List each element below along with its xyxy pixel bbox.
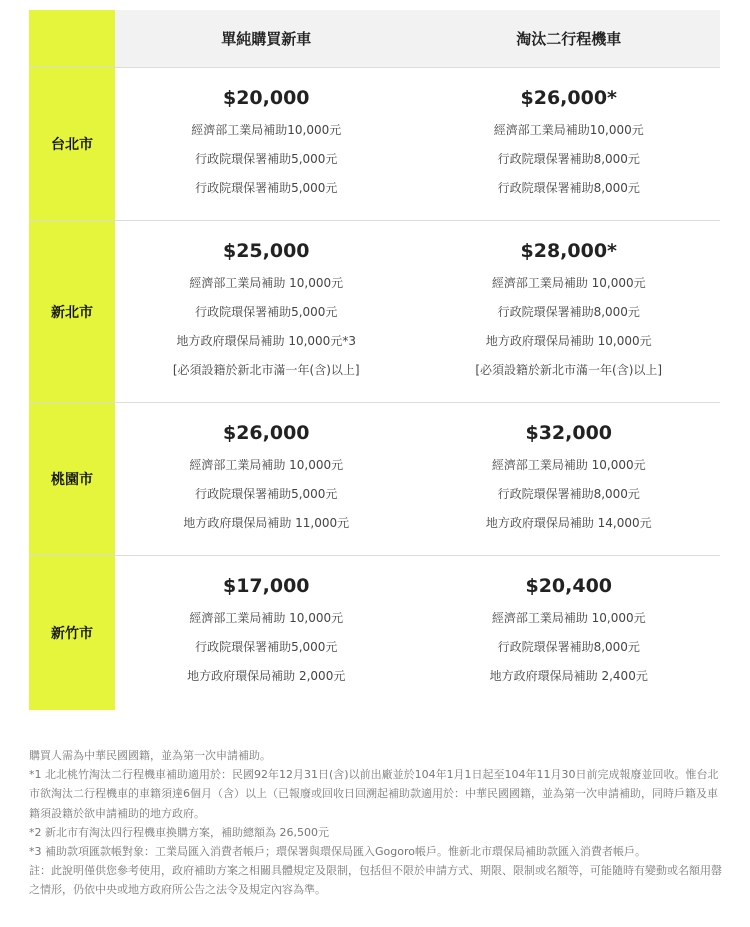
city-label: 台北市	[29, 68, 115, 220]
subsidy-line: 地方政府環保局補助 2,400元	[489, 669, 648, 683]
header-replace-two-stroke: 淘汰二行程機車	[418, 10, 721, 67]
city-label: 新北市	[29, 221, 115, 402]
table-row	[29, 403, 720, 556]
header-new-purchase: 單純購買新車	[115, 10, 418, 67]
subsidy-line: 行政院環保署補助5,000元	[195, 181, 338, 195]
subsidy-amount: $32,000	[525, 422, 613, 444]
subsidy-amount: $20,000	[222, 87, 310, 109]
city-label: 桃園市	[29, 403, 115, 555]
subsidy-line: 行政院環保署補助8,000元	[497, 152, 640, 166]
footnotes	[29, 746, 724, 900]
table-row	[29, 68, 720, 221]
subsidy-line: 經濟部工業局補助 10,000元	[189, 611, 344, 625]
subsidy-line: 地方政府環保局補助 10,000元*3	[176, 334, 356, 348]
subsidy-line: 行政院環保署補助5,000元	[195, 487, 338, 501]
new-purchase-cell	[115, 403, 418, 555]
subsidy-line: [必須設籍於新北市滿一年(含)以上]	[172, 363, 360, 377]
subsidy-line: 經濟部工業局補助 10,000元	[491, 458, 646, 472]
subsidy-line: 行政院環保署補助8,000元	[497, 181, 640, 195]
subsidy-line: 地方政府環保局補助 11,000元	[183, 516, 350, 530]
subsidy-line: 行政院環保署補助8,000元	[497, 305, 640, 319]
subsidy-line: 經濟部工業局補助 10,000元	[189, 458, 344, 472]
note-1: *1 北北桃竹淘汰二行程機車補助適用於：民國92年12月31日(含)以前出廠並於104年1月1日起至104年11月30日前完成報廢並回收。惟台北市欲淘汰二行程機車的車籍須達6個月（含）以上（已報廢或回收日回溯起補助款適用於：中華民國國籍，並為第一次申請補助，同時戶籍及車籍須設籍於欲申請補助的地方政府。	[29, 768, 719, 820]
replace-two-stroke-cell	[418, 403, 721, 555]
subsidy-line: 經濟部工業局補助10,000元	[191, 123, 342, 137]
subsidy-amount: $28,000*	[520, 240, 617, 262]
subsidy-line: 行政院環保署補助5,000元	[195, 640, 338, 654]
subsidy-amount: $20,400	[525, 575, 613, 597]
table-header	[29, 10, 720, 68]
header-corner	[29, 10, 115, 67]
city-label: 新竹市	[29, 556, 115, 710]
subsidy-line: 地方政府環保局補助 2,000元	[187, 669, 346, 683]
subsidy-line: 經濟部工業局補助 10,000元	[491, 611, 646, 625]
note-disclaimer: 註：此說明僅供您參考使用，政府補助方案之相關具體規定及限制，包括但不限於申請方式、期限、限制或名額等，可能隨時有變動或名額用罄之情形，仍依中央或地方政府所公告之法令及規定內容為準。	[29, 864, 722, 897]
table-row	[29, 556, 720, 710]
subsidy-line: 經濟部工業局補助10,000元	[493, 123, 644, 137]
subsidy-amount: $17,000	[222, 575, 310, 597]
new-purchase-cell	[115, 68, 418, 220]
note-3: *3 補助款項匯款帳對象：工業局匯入消費者帳戶；環保署與環保局匯入Gogoro帳戶。惟新北市環保局補助款匯入消費者帳戶。	[29, 845, 646, 859]
subsidy-line: 行政院環保署補助5,000元	[195, 152, 338, 166]
subsidy-line: 地方政府環保局補助 10,000元	[485, 334, 652, 348]
subsidy-line: 經濟部工業局補助 10,000元	[491, 276, 646, 290]
table-row	[29, 221, 720, 403]
subsidy-line: 行政院環保署補助8,000元	[497, 487, 640, 501]
subsidy-amount: $26,000*	[520, 87, 617, 109]
new-purchase-cell	[115, 556, 418, 710]
subsidy-table	[29, 10, 720, 710]
replace-two-stroke-cell	[418, 556, 721, 710]
subsidy-line: 地方政府環保局補助 14,000元	[485, 516, 652, 530]
subsidy-line: [必須設籍於新北市滿一年(含)以上]	[475, 363, 663, 377]
subsidy-amount: $25,000	[222, 240, 310, 262]
subsidy-line: 行政院環保署補助5,000元	[195, 305, 338, 319]
note-eligibility: 購買人需為中華民國國籍，並為第一次申請補助。	[29, 749, 271, 762]
replace-two-stroke-cell	[418, 68, 721, 220]
note-2: *2 新北市有淘汰四行程機車換購方案，補助總額為 26,500元	[29, 825, 329, 839]
new-purchase-cell	[115, 221, 418, 402]
replace-two-stroke-cell	[418, 221, 721, 402]
subsidy-amount: $26,000	[222, 422, 310, 444]
subsidy-line: 經濟部工業局補助 10,000元	[189, 276, 344, 290]
subsidy-line: 行政院環保署補助8,000元	[497, 640, 640, 654]
